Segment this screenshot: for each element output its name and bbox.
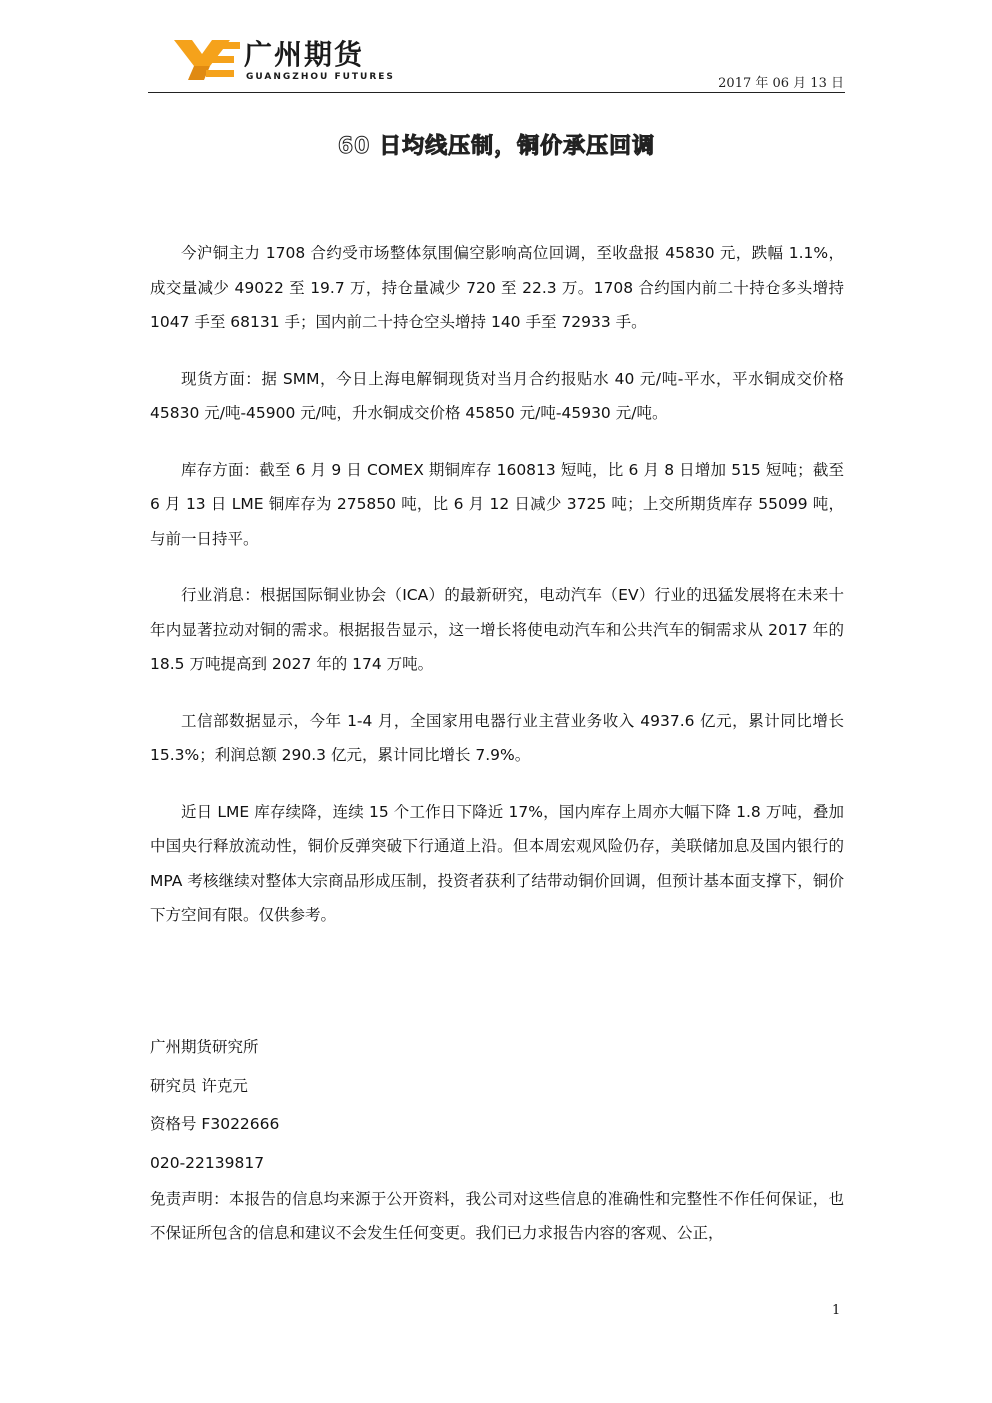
- report-date: 2017 年 06 月 13 日: [718, 76, 844, 91]
- paragraph-outlook: 近日 LME 库存续降，连续 15 个工作日下降近 17%，国内库存上周亦大幅下降 1.8 万吨，叠加中国央行释放流动性，铜价反弹突破下行通道上沿。但本周宏观风险仍存，美联储加息及国内银行的 MPA 考核继续对整体大宗商品形成压制，投资者获利了结带动铜价回调，但预计基本面支撑下，铜价下方空间有限。仅供参考。: [150, 802, 844, 924]
- company-logo: [174, 38, 395, 86]
- paragraph-industry-news: 行业消息：根据国际铜业协会（ICA）的最新研究，电动汽车（EV）行业的迅猛发展将在未来十年内显著拉动对铜的需求。根据报告显示，这一增长将使电动汽车和公共汽车的铜需求从 2017 年的 18.5 万吨提高到 2027 年的 174 万吨。: [150, 586, 844, 673]
- paragraph-miit-data: 工信部数据显示，今年 1-4 月，全国家用电器行业主营业务收入 4937.6 亿元，累计同比增长 15.3%；利润总额 290.3 亿元，累计同比增长 7.9%。: [150, 711, 844, 764]
- paragraph-market-summary: 今沪铜主力 1708 合约受市场整体氛围偏空影响高位回调，至收盘报 45830 元，跌幅 1.1%，成交量减少 49022 至 19.7 万，持仓量减少 720 至 22.3 万。1708 合约国内前二十持仓多头增持 1047 手至 68131 手；国内前二十持仓空头增持 140 手至 72933 手。: [150, 244, 844, 331]
- logo-english-name: GUANGZHOU FUTURES: [246, 72, 395, 82]
- guangzhou-futures-logo-icon: [174, 40, 240, 80]
- researcher-name: 研究员 许克元: [150, 1076, 248, 1095]
- logo-chinese-name: 广州期货: [244, 38, 365, 71]
- disclaimer: 免责声明：本报告的信息均来源于公开资料，我公司对这些信息的准确性和完整性不作任何保证，也不保证所包含的信息和建议不会发生任何变更。我们已力求报告内容的客观、公正，: [150, 1190, 844, 1242]
- paragraph-spot: 现货方面：据 SMM，今日上海电解铜现货对当月合约报贴水 40 元/吨-平水，平水铜成交价格 45830 元/吨-45900 元/吨，升水铜成交价格 45850 元/吨-45930 元/吨。: [150, 369, 844, 422]
- license-number: 资格号 F3022666: [150, 1115, 280, 1133]
- report-body: [150, 236, 844, 955]
- institute-name: 广州期货研究所: [150, 1038, 259, 1056]
- paragraph-inventory: 库存方面：截至 6 月 9 日 COMEX 期铜库存 160813 短吨，比 6 月 8 日增加 515 短吨；截至 6 月 13 日 LME 铜库存为 275850 吨，比 6 月 12 日减少 3725 吨；上交所期货库存 55099 吨，与前一日持平。: [150, 460, 844, 548]
- header-divider: [148, 92, 845, 93]
- page-number: 1: [832, 1303, 841, 1318]
- phone-number: 020-22139817: [150, 1153, 265, 1172]
- contact-block: [150, 1028, 844, 1250]
- report-title: 60 日均线压制，铜价承压回调: [337, 134, 656, 159]
